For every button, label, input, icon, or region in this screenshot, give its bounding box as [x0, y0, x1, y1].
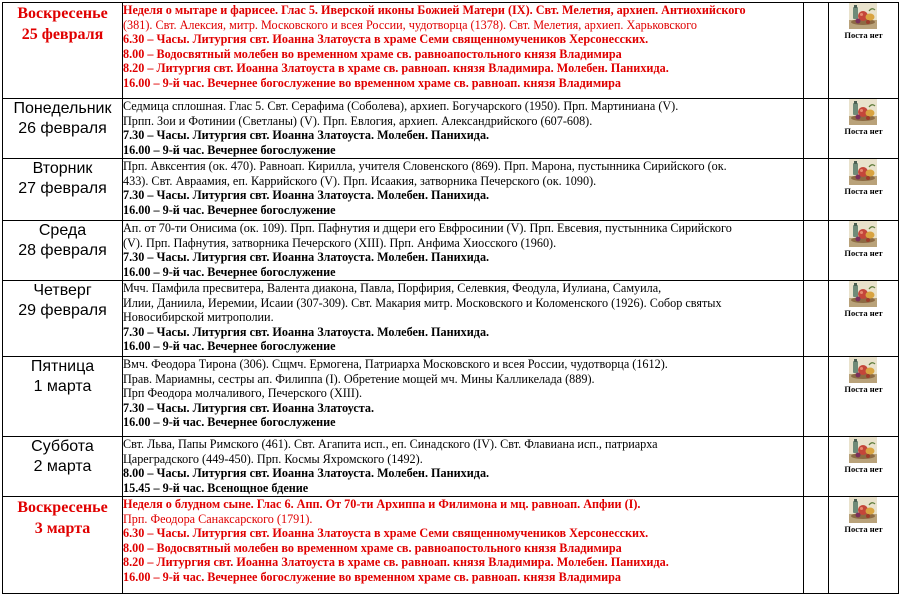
day-name: Суббота — [31, 438, 94, 455]
service-line: 15.45 – 9-й час. Всенощное бдение — [123, 480, 309, 495]
fast-indicator — [844, 357, 882, 394]
spacer-cell — [804, 497, 829, 594]
service-line: Неделя о мытаре и фарисее. Глас 5. Иверской иконы Божией Матери (IX). Свт. Мелетия, архиеп. Антиохийского — [123, 3, 746, 17]
fast-cell — [829, 159, 899, 221]
day-cell — [3, 3, 123, 99]
fast-indicator — [844, 497, 882, 534]
day-date: 29 февраля — [18, 302, 107, 319]
day-cell — [3, 221, 123, 281]
fast-status-label: Поста нет — [844, 248, 883, 258]
day-date: 26 февраля — [18, 120, 107, 137]
services-cell — [123, 159, 804, 221]
spacer-cell — [804, 221, 829, 281]
food-still-life-icon — [849, 221, 877, 247]
spacer-cell — [804, 159, 829, 221]
fast-status-label: Поста нет — [844, 186, 883, 196]
spacer-cell — [804, 357, 829, 437]
spacer-cell — [804, 437, 829, 497]
day-date: 3 марта — [34, 520, 91, 537]
day-cell — [3, 281, 123, 357]
service-line: 16.00 – 9-й час. Вечернее богослужение во временном храме св. равноап. князя Владимира — [123, 75, 622, 90]
service-line: 7.30 – Часы. Литургия свт. Иоанна Златоуста. Молебен. Панихида. — [123, 188, 490, 202]
service-line: Новосибирской митрополии. — [123, 310, 274, 324]
fast-cell — [829, 221, 899, 281]
fast-status-label: Поста нет — [844, 126, 883, 136]
day-name: Пятница — [30, 358, 95, 375]
fast-status-label: Поста нет — [844, 384, 883, 394]
service-line: 8.00 – Водосвятный молебен во временном храме св. равноапостольного князя Владимира — [123, 46, 622, 61]
service-line: 16.00 – 9-й час. Вечернее богослужение — [123, 264, 336, 279]
fast-indicator — [844, 437, 882, 474]
day-name: Воскресенье — [17, 5, 108, 22]
food-still-life-icon — [849, 281, 877, 307]
fast-indicator — [844, 281, 882, 318]
service-line: Вмч. Феодора Тирона (306). Сщмч. Ермогена, Патриарха Московского и всея России, чудотворца (1612). — [123, 357, 668, 371]
fast-indicator — [844, 221, 882, 258]
service-line: 433). Свт. Авраамия, еп. Каррийского (V). Прп. Исаакия, затворника Печерского (ок. 1090). — [123, 173, 597, 188]
services-cell — [123, 281, 804, 357]
food-still-life-icon — [849, 99, 877, 125]
day-date: 2 марта — [33, 458, 92, 475]
food-still-life-icon — [849, 497, 877, 523]
schedule-body — [3, 3, 899, 594]
service-line: 8.20 – Литургия свт. Иоанна Златоуста в храме св. равноап. князя Владимира. Молебен. Панихида. — [123, 555, 669, 569]
fast-cell — [829, 437, 899, 497]
services-cell — [123, 437, 804, 497]
fast-cell — [829, 357, 899, 437]
day-row — [3, 221, 899, 281]
food-still-life-icon — [849, 437, 877, 463]
spacer-cell — [804, 281, 829, 357]
service-line: (V). Прп. Пафнутия, затворника Печерского (XIII). Прп. Анфима Хиосского (1960). — [123, 235, 557, 250]
day-date: 28 февраля — [18, 242, 107, 259]
service-line: (381). Свт. Алексия, митр. Московского и всея России, чудотворца (1378). Свт. Мелетия, архиеп. Харьковского — [123, 17, 697, 32]
day-cell — [3, 497, 123, 594]
service-line: Свт. Льва, Папы Римского (461). Свт. Агапита исп., еп. Синадского (IV). Свт. Флавиана исп., патриарха — [123, 437, 658, 451]
day-date: 27 февраля — [18, 180, 107, 197]
day-name: Воскресенье — [17, 499, 108, 516]
fast-indicator — [844, 159, 882, 196]
day-name: Четверг — [33, 282, 92, 299]
service-line: 16.00 – 9-й час. Вечернее богослужение во временном храме св. равноап. князя Владимира — [123, 569, 622, 584]
food-still-life-icon — [849, 357, 877, 383]
service-line: Цареградского (449-450). Прп. Космы Яхромского (1492). — [123, 451, 423, 466]
day-row — [3, 497, 899, 594]
fast-status-label: Поста нет — [844, 30, 883, 40]
service-line: 16.00 – 9-й час. Вечернее богослужение — [123, 202, 336, 217]
service-line: Ап. от 70-ти Онисима (ок. 109). Прп. Пафнутия и дщери его Евфросинии (V). Прп. Евсевия, пустынника Сирийского — [123, 221, 732, 235]
fast-cell — [829, 497, 899, 594]
fast-status-label: Поста нет — [844, 308, 883, 318]
day-cell — [3, 99, 123, 159]
service-line: 8.00 – Водосвятный молебен во временном храме св. равноапостольного князя Владимира — [123, 540, 622, 555]
service-line: 8.20 – Литургия свт. Иоанна Златоуста в храме св. равноап. князя Владимира. Молебен. Панихида. — [123, 61, 669, 75]
day-row — [3, 3, 899, 99]
service-line: 7.30 – Часы. Литургия свт. Иоанна Златоуста. — [123, 400, 375, 415]
service-line: Прпп. Зои и Фотинии (Светланы) (V). Прп. Евлогия, архиеп. Александрийского (607-608). — [123, 113, 593, 128]
spacer-cell — [804, 3, 829, 99]
fast-status-label: Поста нет — [844, 464, 883, 474]
day-date: 1 марта — [33, 378, 92, 395]
service-line: Прп. Авксентия (ок. 470). Равноап. Кирилла, учителя Словенского (869). Прп. Марона, пустынника Сирийского (ок. — [123, 159, 727, 173]
day-name: Вторник — [32, 160, 93, 177]
services-cell — [123, 3, 804, 99]
spacer-cell — [804, 99, 829, 159]
fast-cell — [829, 281, 899, 357]
service-line: 6.30 – Часы. Литургия свт. Иоанна Златоуста в храме Семи священномучеников Херсонесских. — [123, 32, 649, 46]
service-line: 16.00 – 9-й час. Вечернее богослужение — [123, 142, 336, 157]
service-line: 16.00 – 9-й час. Вечернее богослужение — [123, 339, 336, 353]
service-line: Прп. Феодора Санаксарского (1791). — [123, 511, 313, 526]
service-line: Прав. Мариамны, сестры ап. Филиппа (I). Обретение мощей мч. Мины Калликелада (889). — [123, 371, 595, 386]
services-cell — [123, 221, 804, 281]
fast-indicator — [844, 3, 882, 40]
day-date: 25 февраля — [21, 26, 104, 43]
day-name: Среда — [38, 222, 87, 239]
fast-cell — [829, 3, 899, 99]
fast-status-label: Поста нет — [844, 524, 883, 534]
day-cell — [3, 159, 123, 221]
service-line: Седмица сплошная. Глас 5. Свт. Серафима (Соболева), архиеп. Богучарского (1950). Прп. Мартиниана (V). — [123, 99, 679, 113]
fast-indicator — [844, 99, 882, 136]
services-cell — [123, 497, 804, 594]
day-cell — [3, 357, 123, 437]
services-cell — [123, 357, 804, 437]
service-line: Илии, Даниила, Иеремии, Исаии (307-309). Свт. Макария митр. Московского и Коломенского (1926). Собор святых — [123, 295, 722, 310]
service-line: Прп Феодора молчаливого, Печерского (XIII). — [123, 386, 363, 400]
service-line: 16.00 – 9-й час. Вечернее богослужение — [123, 415, 336, 429]
day-cell — [3, 437, 123, 497]
service-line: 6.30 – Часы. Литургия свт. Иоанна Златоуста в храме Семи священномучеников Херсонесских. — [123, 526, 649, 540]
service-line: Неделя о блудном сыне. Глас 6. Апп. От 70-ти Архиппа и Филимона и мц. равноап. Апфии (I). — [123, 497, 641, 511]
fast-cell — [829, 99, 899, 159]
service-line: Мчч. Памфила пресвитера, Валента диакона, Павла, Порфирия, Селевкия, Феодула, Иулиана, Самуила, — [123, 281, 662, 295]
service-line: 8.00 – Часы. Литургия свт. Иоанна Златоуста. Молебен. Панихида. — [123, 466, 490, 480]
day-row — [3, 357, 899, 437]
food-still-life-icon — [849, 3, 877, 29]
service-line: 7.30 – Часы. Литургия свт. Иоанна Златоуста. Молебен. Панихида. — [123, 324, 490, 339]
services-cell — [123, 99, 804, 159]
service-line: 7.30 – Часы. Литургия свт. Иоанна Златоуста. Молебен. Панихида. — [123, 250, 490, 264]
day-row — [3, 99, 899, 159]
food-still-life-icon — [849, 159, 877, 185]
day-row — [3, 437, 899, 497]
schedule-table — [2, 2, 899, 594]
service-line: 7.30 – Часы. Литургия свт. Иоанна Златоуста. Молебен. Панихида. — [123, 128, 490, 142]
day-name: Понедельник — [13, 100, 112, 117]
day-row — [3, 281, 899, 357]
day-row — [3, 159, 899, 221]
